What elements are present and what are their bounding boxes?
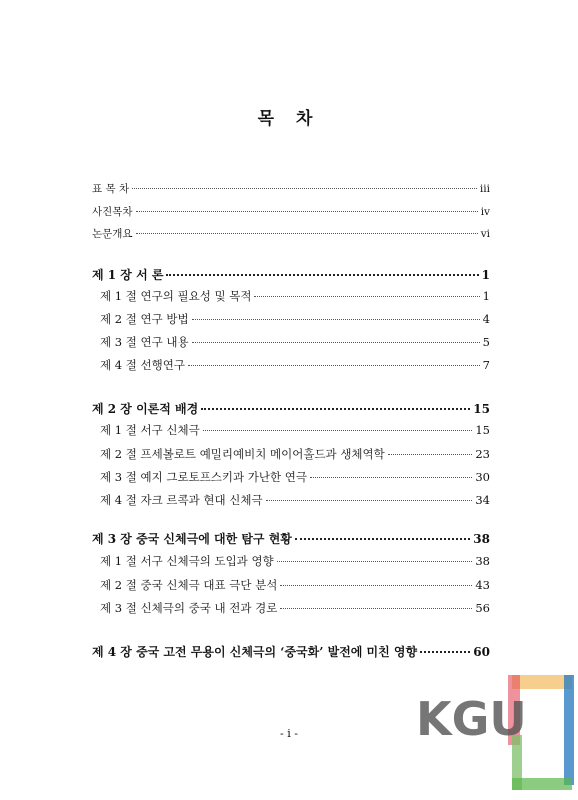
leader-dots [266, 500, 473, 501]
front-entry[interactable] [92, 226, 490, 241]
leader-dots [280, 608, 472, 609]
leader-dots [136, 233, 478, 234]
section-entry[interactable] [100, 446, 490, 462]
section-entry-label: 제 3 절 신체극의 중국 내 전과 경로 [100, 601, 278, 615]
section-entry[interactable] [100, 600, 490, 616]
section-entry-page: 23 [475, 447, 490, 461]
section-entry[interactable] [100, 577, 490, 593]
section-entry[interactable] [100, 422, 490, 438]
front-entry-label: 표 목 차 [92, 183, 130, 195]
section-entry[interactable] [100, 492, 490, 508]
section-entry[interactable] [100, 288, 490, 304]
leader-dots [388, 454, 473, 455]
leader-dots [280, 585, 472, 586]
section-entry-page: 7 [482, 358, 490, 372]
section-entry[interactable] [100, 469, 490, 485]
front-entry[interactable] [92, 181, 490, 196]
front-entry-page: iv [480, 206, 490, 218]
chapter-entry-page: 15 [473, 402, 490, 416]
page-number: - i - [280, 727, 298, 740]
front-entry-page: vi [480, 228, 490, 240]
section-entry-page: 43 [475, 578, 490, 592]
leader-dots [295, 538, 470, 540]
leader-dots [201, 408, 470, 410]
page-title: 목 차 [257, 109, 321, 129]
leader-dots [254, 296, 479, 297]
section-entry-label: 제 3 절 연구 내용 [100, 335, 189, 349]
section-entry-page: 30 [475, 470, 490, 484]
chapter-entry[interactable] [92, 530, 490, 547]
section-entry[interactable] [100, 311, 490, 327]
chapter-entry-page: 38 [473, 532, 490, 546]
section-entry-label: 제 1 절 연구의 필요성 및 목적 [100, 289, 252, 303]
front-entry-page: iii [479, 183, 490, 195]
kgu-logo-icon [416, 660, 578, 800]
chapter-entry-page: 60 [473, 645, 490, 659]
leader-dots [188, 365, 480, 366]
section-entry-label: 제 2 절 중국 신체극 대표 극단 분석 [100, 578, 278, 592]
section-entry[interactable] [100, 334, 490, 350]
section-entry-label: 제 2 절 프세볼로트 예밀리예비치 메이어홀드과 생체역학 [100, 447, 385, 461]
chapter-entry-label: 제 4 장 중국 고전 무용이 신체극의 ‘중국화’ 발전에 미친 영향 [92, 645, 418, 659]
section-entry-page: 38 [475, 554, 490, 568]
section-entry-label: 제 1 절 서구 신체극의 도입과 영향 [100, 554, 274, 568]
section-entry-page: 15 [475, 423, 490, 437]
section-entry-label: 제 4 절 자크 르콕과 현대 신체극 [100, 493, 263, 507]
section-entry-page: 1 [482, 289, 490, 303]
section-entry-label: 제 2 절 연구 방법 [100, 312, 189, 326]
section-entry[interactable] [100, 553, 490, 569]
section-entry-page: 56 [475, 601, 490, 615]
section-entry-label: 제 3 절 예지 그로토프스키과 가난한 연극 [100, 470, 307, 484]
leader-dots [203, 430, 473, 431]
section-entry-page: 4 [482, 312, 490, 326]
chapter-entry-label: 제 3 장 중국 신체극에 대한 탐구 현황 [92, 532, 292, 546]
chapter-entry-label: 제 2 장 이론적 배경 [92, 402, 199, 416]
chapter-entry-page: 1 [481, 268, 490, 282]
front-entry[interactable] [92, 204, 490, 219]
section-entry-page: 5 [482, 335, 490, 349]
leader-dots [420, 651, 470, 653]
leader-dots [310, 477, 472, 478]
section-entry[interactable] [100, 357, 490, 373]
section-entry-label: 제 1 절 서구 신체극 [100, 423, 200, 437]
chapter-entry[interactable] [92, 643, 490, 660]
chapter-entry[interactable] [92, 400, 490, 417]
leader-dots [192, 342, 480, 343]
leader-dots [166, 274, 478, 276]
leader-dots [136, 211, 478, 212]
section-entry-page: 34 [475, 493, 490, 507]
chapter-entry[interactable] [92, 266, 490, 283]
leader-dots [277, 561, 473, 562]
front-entry-label: 사진목차 [92, 206, 133, 218]
leader-dots [132, 188, 477, 189]
leader-dots [192, 319, 480, 320]
front-entry-label: 논문개요 [92, 228, 133, 240]
section-entry-label: 제 4 절 선행연구 [100, 358, 185, 372]
logo-text: KGU [416, 692, 527, 746]
chapter-entry-label: 제 1 장 서 론 [92, 268, 164, 282]
